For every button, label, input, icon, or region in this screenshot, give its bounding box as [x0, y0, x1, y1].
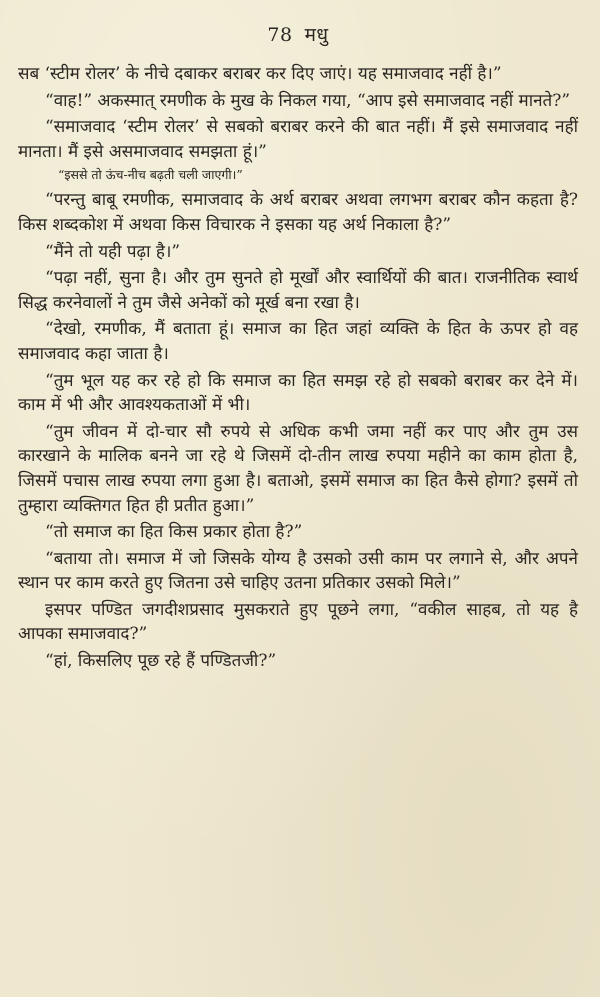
- body-text: [18, 62, 578, 674]
- paragraph-6: “मैंने तो यही पढ़ा है।”: [45, 241, 181, 262]
- book-title: मधु: [304, 24, 329, 46]
- page-header: [18, 22, 578, 62]
- paragraph-8: “देखो, रमणीक, मैं बताता हूं। समाज का हित जहां व्यक्ति के हित के ऊपर हो वह समाजवाद कहा जाता है।: [18, 319, 578, 364]
- paragraph-3: “समाजवाद ‘स्टीम रोलर’ से सबको बराबर करने की बात नहीं। मैं इसे समाजवाद नहीं मानता। मैं इसे असमाजवाद समझता हूं।”: [18, 117, 578, 162]
- paragraph-7: “पढ़ा नहीं, सुना है। और तुम सुनते हो मूर्खों और स्वार्थियों की बात। राजनीतिक स्वार्थ सिद्ध करनेवालों ने तुम जैसे अनेकों को मूर्ख बना रखा है।: [18, 268, 578, 313]
- paragraph-10: “तुम जीवन में दो-चार सौ रुपये से अधिक कभी जमा नहीं कर पाए और तुम उस कारखाने के मालिक बनने जा रहे थे जिसमें दो-तीन लाख रुपया महीने का काम होता है, जिसमें पचास लाख रुपया लगा हुआ है। बताओ, इसमें समाज का हित कैसे होगा? इसमें तो तुम्हारा व्यक्तिगत हित ही प्रतीत हुआ।”: [18, 421, 578, 516]
- paragraph-4-small: “इससे तो ऊंच-नीच बढ़ती चली जाएगी।”: [58, 167, 243, 183]
- paragraph-2: “वाह!” अकस्मात् रमणीक के मुख के निकल गया, “आप इसे समाजवाद नहीं मानते?”: [45, 90, 571, 111]
- paragraph-5: “परन्तु बाबू रमणीक, समाजवाद के अर्थ बराबर अथवा लगभग बराबर कौन कहता है? किस शब्दकोश में अथवा किस विचारक ने इसका यह अर्थ निकाला है?”: [18, 190, 578, 235]
- paragraph-13: इसपर पण्डित जगदीशप्रसाद मुसकराते हुए पूछने लगा, “वकील साहब, तो यह है आपका समाजवाद?”: [18, 599, 578, 645]
- paragraph-1: सब ‘स्टीम रोलर’ के नीचे दबाकर बराबर कर दिए जाएं। यह समाजवाद नहीं है।”: [18, 64, 502, 84]
- paragraph-12: “बताया तो। समाज में जो जिसके योग्य है उसको उसी काम पर लगाने से, और अपने स्थान पर काम करते हुए जितना उसे चाहिए उतना प्रतिकार उसको मिले।”: [18, 548, 578, 594]
- paragraph-9: “तुम भूल यह कर रहे हो कि समाज का हित समझ रहे हो सबको बराबर कर देने में। काम में भी और आवश्यकताओं में भी।: [18, 370, 578, 416]
- paragraph-11: “तो समाज का हित किस प्रकार होता है?”: [45, 522, 303, 543]
- paragraph-14: “हां, किसलिए पूछ रहे हैं पण्डितजी?”: [45, 651, 277, 672]
- page-number: 78: [267, 24, 293, 46]
